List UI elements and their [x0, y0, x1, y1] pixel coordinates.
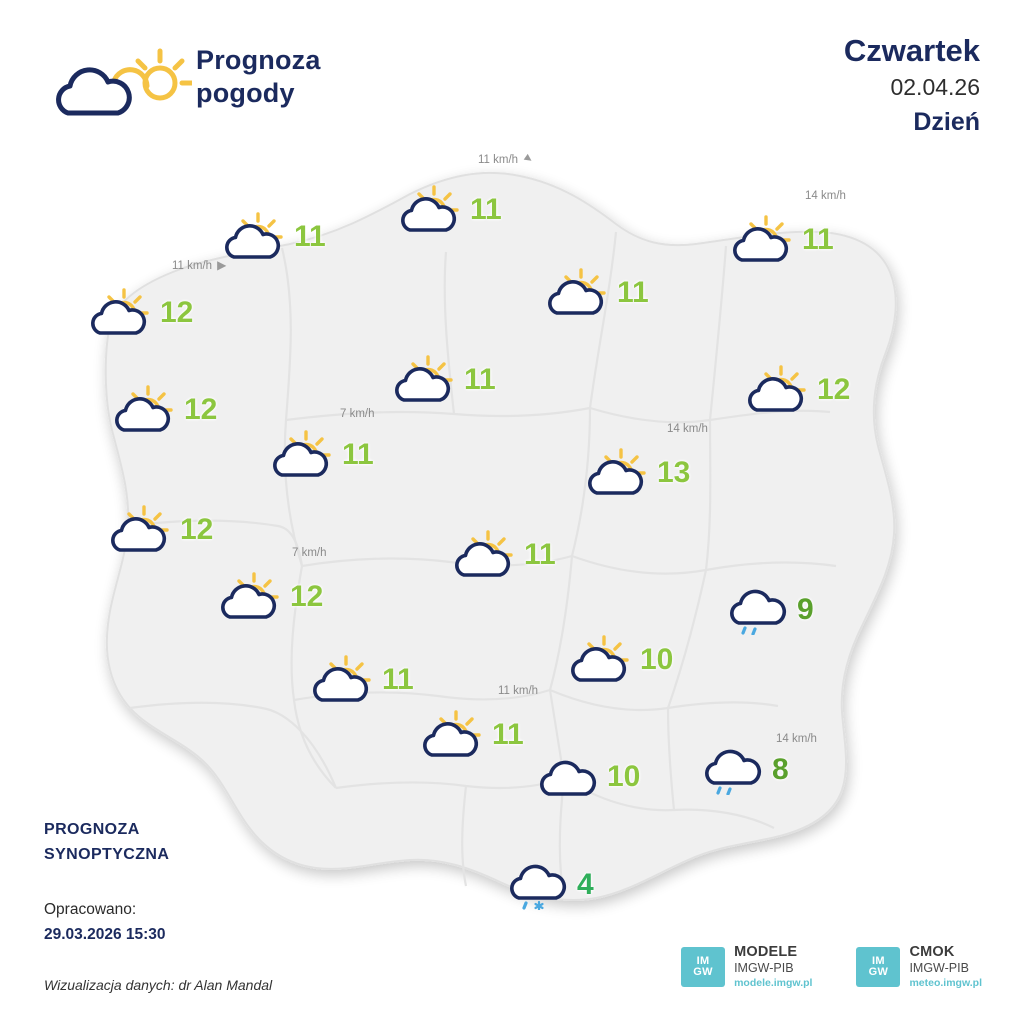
- credit-text: Wizualizacja danych: dr Alan Mandal: [44, 977, 273, 993]
- wind-speed-label: 7 km/h: [340, 408, 375, 420]
- station-temperature: 11: [294, 220, 326, 253]
- forecast-day-part: Dzień: [913, 108, 980, 137]
- wind-kujawsko: [340, 408, 375, 420]
- station-lodz: [452, 530, 556, 580]
- sun-behind-cloud-icon: [270, 430, 336, 480]
- station-olsztyn: [545, 268, 649, 318]
- badge-url: meteo.imgw.pl: [909, 976, 982, 989]
- imgw-mark-top: IM: [696, 954, 710, 967]
- sun-behind-cloud-icon: [310, 655, 376, 705]
- wind-warminsko: [805, 190, 846, 202]
- wind-direction-arrow-icon: ▶: [217, 258, 227, 272]
- forecast-date: 02.04.26: [890, 74, 980, 101]
- sun-behind-cloud-icon: [392, 355, 458, 405]
- imgw-mark-top: IM: [872, 954, 885, 967]
- badge-cmok[interactable]: [856, 943, 982, 990]
- sun-behind-cloud-icon: [218, 572, 284, 622]
- sun-behind-cloud-icon: [88, 288, 154, 338]
- wind-pomorskie: [478, 150, 539, 168]
- badge-url: modele.imgw.pl: [734, 976, 813, 989]
- rain-cloud-icon: [725, 585, 791, 635]
- prepared-label: Opracowano:: [44, 901, 137, 918]
- station-opole: [310, 655, 414, 705]
- wind-speed-label: 11 km/h: [478, 154, 519, 166]
- imgw-mark-bottom: GW: [693, 965, 713, 978]
- station-katowice: [420, 710, 524, 760]
- badge-title: CMOK: [909, 944, 955, 961]
- wind-mazowieckie: [667, 423, 708, 435]
- station-bialystok: [745, 365, 850, 415]
- station-temperature: 12: [184, 393, 218, 426]
- station-zakopane: [505, 860, 594, 910]
- wind-speed-label: 11 km/h: [498, 685, 539, 697]
- footer-title-line1: PROGNOZA: [44, 821, 140, 838]
- wind-direction-arrow-icon: ▲: [519, 150, 539, 168]
- station-temperature: 10: [607, 760, 641, 793]
- station-temperature: 12: [160, 296, 194, 329]
- station-legnica: [218, 572, 323, 622]
- station-poznan: [270, 430, 374, 480]
- station-suwalki: [730, 215, 834, 265]
- badge-subtitle: IMGW-PIB: [909, 961, 969, 976]
- station-lublin: [568, 635, 673, 685]
- station-temperature: 12: [290, 580, 324, 613]
- station-rzeszow: [700, 745, 789, 795]
- forecast-header-right: [844, 34, 980, 137]
- page-title-line1: Prognoza: [196, 45, 321, 75]
- station-krakow: [535, 752, 640, 802]
- station-gdansk: [398, 185, 502, 235]
- sun-behind-cloud-icon: [730, 215, 796, 265]
- station-temperature: 11: [617, 276, 649, 309]
- sun-behind-cloud-icon: [745, 365, 811, 415]
- badge-modele[interactable]: [681, 943, 812, 990]
- sun-behind-cloud-icon: [398, 185, 464, 235]
- wind-speed-label: 7 km/h: [292, 547, 327, 559]
- page-title-line2: pogody: [196, 77, 295, 108]
- prepared-block: [44, 898, 166, 948]
- badge-subtitle: IMGW-PIB: [734, 961, 794, 976]
- wind-lodzkie: [292, 547, 327, 559]
- cloud-icon: [535, 752, 601, 802]
- wind-malopolskie: [498, 685, 538, 697]
- sun-behind-cloud-icon: [420, 710, 486, 760]
- sun-cloud-logo-icon: [42, 45, 192, 120]
- rain-cloud-icon: [700, 745, 766, 795]
- footer-title: [44, 818, 169, 868]
- station-temperature: 12: [817, 373, 851, 406]
- wind-speed-label: 14 km/h: [805, 190, 846, 202]
- station-temperature: 11: [464, 363, 496, 396]
- wind-speed-label: 14 km/h: [776, 733, 817, 745]
- footer-title-line2: SYNOPTYCZNA: [44, 845, 170, 863]
- wind-speed-label: 11 km/h: [172, 260, 213, 272]
- station-temperature: 10: [640, 643, 674, 676]
- station-temperature: 11: [470, 193, 502, 226]
- badge-title: MODELE: [734, 944, 798, 961]
- wind-speed-label: 14 km/h: [667, 423, 708, 435]
- station-szczecin: [88, 288, 193, 338]
- imgw-mark-bottom: GW: [868, 965, 889, 978]
- imgw-mark-icon: [856, 947, 900, 987]
- station-temperature: 11: [342, 438, 374, 471]
- station-temperature: 8: [772, 753, 789, 786]
- station-biala-podlaska: [725, 585, 814, 635]
- forecast-day-name: Czwartek: [843, 33, 980, 68]
- prepared-value: 29.03.2026 15:30: [44, 925, 166, 943]
- logo-badges: [681, 943, 982, 990]
- station-temperature: 4: [577, 868, 594, 901]
- rain-snow-cloud-icon: [505, 860, 571, 910]
- station-gorzow: [112, 385, 217, 435]
- station-temperature: 11: [492, 718, 524, 751]
- station-temperature: 12: [180, 513, 214, 546]
- station-zielona-gora: [108, 505, 213, 555]
- sun-behind-cloud-icon: [112, 385, 178, 435]
- sun-behind-cloud-icon: [545, 268, 611, 318]
- station-temperature: 11: [524, 538, 556, 571]
- wind-podkarpackie: [776, 733, 817, 745]
- sun-behind-cloud-icon: [452, 530, 518, 580]
- station-warszawa: [585, 448, 690, 498]
- imgw-mark-icon: [681, 947, 725, 987]
- station-temperature: 11: [382, 663, 414, 696]
- station-temperature: 13: [657, 456, 691, 489]
- wind-zachodniopomorskie: [172, 258, 226, 272]
- sun-behind-cloud-icon: [222, 212, 288, 262]
- station-temperature: 11: [802, 223, 834, 256]
- station-koszalin: [222, 212, 326, 262]
- page-title: [196, 44, 321, 110]
- sun-behind-cloud-icon: [568, 635, 634, 685]
- sun-behind-cloud-icon: [585, 448, 651, 498]
- station-temperature: 9: [797, 593, 814, 626]
- station-bydgoszcz: [392, 355, 496, 405]
- sun-behind-cloud-icon: [108, 505, 174, 555]
